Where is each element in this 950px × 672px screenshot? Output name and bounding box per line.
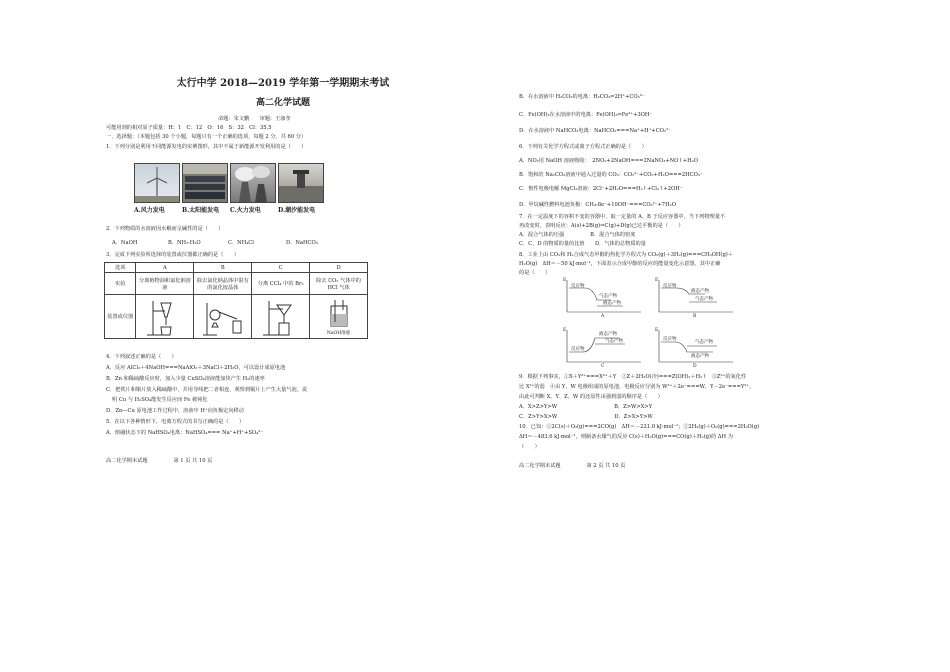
naoh-solution-label: NaOH溶液 (326, 330, 351, 336)
page-right (515, 60, 885, 475)
device-b-heating-apparatus (194, 295, 252, 339)
question-10-line-1: 10．已知：①2C(s)＋O₂(g)===2CO(g) ΔH＝－221.0 kJ·mol⁻¹；②2H₂(g)＋O₂(g)===2H₂O(g) (519, 424, 760, 430)
header-a: A (136, 263, 194, 273)
header-b: B (194, 263, 252, 273)
school-title: 太行中学 2018—2019 学年第一学期期末考试 (176, 78, 390, 89)
q4-option-a: A．反应 AlCl₃＋4NaOH===NaAlO₂＋3NaCl＋2H₂O，可以设计成原电池 (106, 365, 286, 371)
question-7-line-1: 7．在一定温度下的容积不变的容器中，取一定量的 A、B 于反应容器中，当下列物理量不 (519, 214, 726, 220)
question-8-line-3: 的是（ ） (519, 270, 551, 276)
page-left (98, 60, 468, 475)
energy-diagram-b (655, 278, 735, 322)
energy-diagram-c (563, 328, 643, 372)
q4-option-d: D．Zn—Cu 原电池工作过程中，溶液中 H⁺向负极定向移动 (106, 408, 244, 414)
q6-option-d: D．甲烷碱性燃料电池负极：CH₄-8e⁻+10OH⁻===CO₃²⁻+7H₂O (519, 202, 676, 208)
q2-option-a: A．NaOH (112, 240, 138, 246)
question-2: 2．下列物质的水溶液因水解而呈碱性的是（ ） (106, 226, 224, 232)
section-1-heading: 一、选择题：（本题包括 30 个小题，每题只有一个正确的选项，每题 2 分，共 60 分） (106, 134, 307, 140)
page-2-footer: 高二化学期末试题 第 2 页 共 10 页 (519, 463, 626, 469)
diagram-c-extra: 气态产物 (605, 339, 623, 344)
question-1: 1．下列分别是利用不同能源发电的实例图形，其中不属于新能源开发利用的是（ ） (106, 144, 307, 150)
question-6: 6．下列有关化学方程式或离子方程式正确的是（ ） (519, 144, 647, 150)
thermal-power-photo (230, 163, 276, 203)
device-d-gas-washing-bottle (310, 295, 368, 339)
row-label-device: 装置或仪器 (105, 295, 136, 339)
q4-option-b: B．Zn 和稀硫酸反应时，加入少量 CuSO₄溶液能加快产生 H₂的速率 (106, 376, 265, 382)
device-c-filter-funnel (252, 295, 310, 339)
caption-a: A.风力发电 (134, 207, 165, 214)
page-1-footer: 高二化学期末试题 第 1 页 共 10 页 (106, 458, 213, 464)
question-7-line-2: 再改变时，表明反应：A(s)+2B(g)⇌C(g)+D(g)已达平衡的是（ ） (519, 223, 684, 229)
q7-options-ab: A．混合气体的压强 B．混合气体的密度 (519, 232, 636, 238)
solar-power-photo (182, 163, 228, 203)
question-9-line-2: 比 X²⁺的弱 ④由 Y、W 电极组成的原电池，电极反应分别为 W²⁺＋2e⁻===W，Y－2e⁻===Y²⁺， (519, 384, 755, 390)
energy-diagram-d (655, 328, 735, 372)
diagram-a-bottom: 气态产物 (599, 294, 617, 299)
subject-title: 高二化学试题 (255, 98, 310, 108)
q5-option-d: D．在水溶液中 NaHCO₃电离：NaHCO₃===Na⁺+H⁺+CO₃²⁻ (519, 128, 671, 134)
row-label-option: 选项 (105, 263, 136, 273)
tidal-power-photo (278, 163, 324, 203)
q5-option-a: A．熔融状态下的 NaHSO₄电离：NaHSO₄=== Na⁺+H⁺+SO₄²⁻ (106, 430, 264, 436)
diagram-d-bottom: 液态产物 (691, 354, 709, 359)
authors: 命题：朱文鹏 审题：王康孝 (218, 116, 291, 122)
axis-e: E (563, 278, 567, 283)
q3-table (104, 262, 368, 339)
diagram-c-label: C (601, 364, 605, 369)
diagram-d-top: 反应物 (663, 337, 677, 342)
caption-b: B.太阳能发电 (182, 207, 220, 214)
experiment-d: 除去 CO₂ 气体中的 HCl 气体 (310, 273, 368, 295)
q2-option-c: C．NH₄Cl (228, 240, 254, 246)
q2-option-b: B．NH₃·H₂O (168, 240, 201, 246)
q7-options-cd: C．C、D 的物质的量的比值 D．气体的总物质的量 (519, 241, 646, 247)
caption-d: D.潮汐能发电 (278, 207, 316, 214)
question-8-line-1: 8．工业上由 CO₂和 H₂合成气态甲醇的热化学方程式为 CO₂(g)＋3H₂(g)===CH₃OH(g)＋ (519, 252, 733, 258)
question-10-line-2: ΔH＝－483.6 kJ·mol⁻¹，则制备水煤气的反应 C(s)＋H₂O(g)===CO(g)＋H₂(g)的 ΔH 为 (519, 434, 733, 440)
q9-options-ab: A．X>Z>Y>W B．Z>W>X>Y (519, 404, 653, 410)
axis-e: E (655, 328, 659, 333)
q4-option-c-cont: 明 Cu 与 H₂SO₄能发生反应而 Fe 被钝化 (112, 397, 208, 403)
diagram-b-top: 反应物 (663, 284, 677, 289)
diagram-b-bottom: 液态产物 (691, 289, 709, 294)
question-9-line-1: 9．根据下列事实，①X＋Y²⁺===X²⁺＋Y ②Z＋2H₂O(冷)===Z(OH)₂＋H₂↑ ③Z²⁺的氧化性 (519, 374, 747, 380)
q6-option-b: B．饱和的 Na₂CO₃溶液中通入过量的 CO₂：CO₃²⁻+CO₂+H₂O===2HCO₃⁻ (519, 172, 703, 178)
q6-option-c: C．惰性电极电解 MgCl₂溶液：2Cl⁻+2H₂O===H₂↑+Cl₂↑+2OH⁻ (519, 186, 683, 192)
question-9-line-3: 由此可判断 X、Y、Z、W 的还原性由强到弱的顺序是（ ） (519, 394, 663, 400)
question-4: 4．下列叙述正确的是（ ） (106, 354, 177, 360)
axis-e: E (655, 278, 659, 283)
question-8-line-2: H₂O(g) ΔH＝－50 kJ·mol⁻¹，下面表示合成甲醇的反应的能量变化示意图，其中正确 (519, 261, 721, 267)
axis-e: E (563, 328, 567, 333)
question-3: 3．完成下列实验所选择的装置或仪器都正确的是（ ） (106, 252, 239, 258)
diagram-d-label: D (693, 364, 697, 369)
q4-option-c: C．把铁片和铜片放入稀硫酸中，并用导线把二者相连，观察到铜片上产生大量气泡，说 (106, 387, 308, 393)
diagram-a-label: A (601, 314, 605, 319)
diagram-d-extra: 气态产物 (695, 340, 713, 345)
energy-diagram-a (563, 278, 643, 322)
wind-power-photo (134, 163, 180, 203)
q2-option-d: D．NaHCO₃ (286, 240, 318, 246)
diagram-c-bottom: 反应物 (571, 347, 585, 352)
diagram-c-top: 液态产物 (599, 332, 617, 337)
device-a-separatory-funnel (136, 295, 194, 339)
q5-option-c: C．Fe(OH)₃在水溶液中的电离：Fe(OH)₃⇌Fe³⁺+3OH⁻ (519, 112, 653, 118)
atomic-masses: 可能用到的相对原子质量：H：1 C：12 O：16 S：32 Cl：35.5 (106, 125, 272, 131)
experiment-b: 除去氯化钠晶体中混有的氯化铵晶体 (194, 273, 252, 295)
diagram-b-extra: 气态产物 (695, 297, 713, 302)
q9-options-cd: C．Z>Y>X>W D．Z>X>Y>W (519, 414, 653, 420)
experiment-c: 分离 CCl₄ 中的 Br₂ (252, 273, 310, 295)
question-5: 5．在以下各种情形下，电离方程式的书写正确的是（ ） (106, 419, 245, 425)
q6-option-a: A．NO₂用 NaOH 溶液吸收： 2NO₂+2NaOH===2NaNO₃+NO↑+H₂O (519, 158, 698, 164)
diagram-b-label: B (693, 314, 697, 319)
experiment-a: 分离植物油和氯化钠溶液 (136, 273, 194, 295)
diagram-a-top: 反应物 (571, 284, 585, 289)
diagram-a-extra: 液态产物 (603, 301, 621, 306)
row-label-experiment: 实验 (105, 273, 136, 295)
caption-c: C.火力发电 (230, 207, 261, 214)
question-10-line-3: （ ） (519, 444, 540, 450)
header-d: D (310, 263, 368, 273)
header-c: C (252, 263, 310, 273)
q5-option-b: B．在水溶液中 H₂CO₃的电离：H₂CO₃⇌2H⁺+CO₃²⁻ (519, 94, 645, 100)
